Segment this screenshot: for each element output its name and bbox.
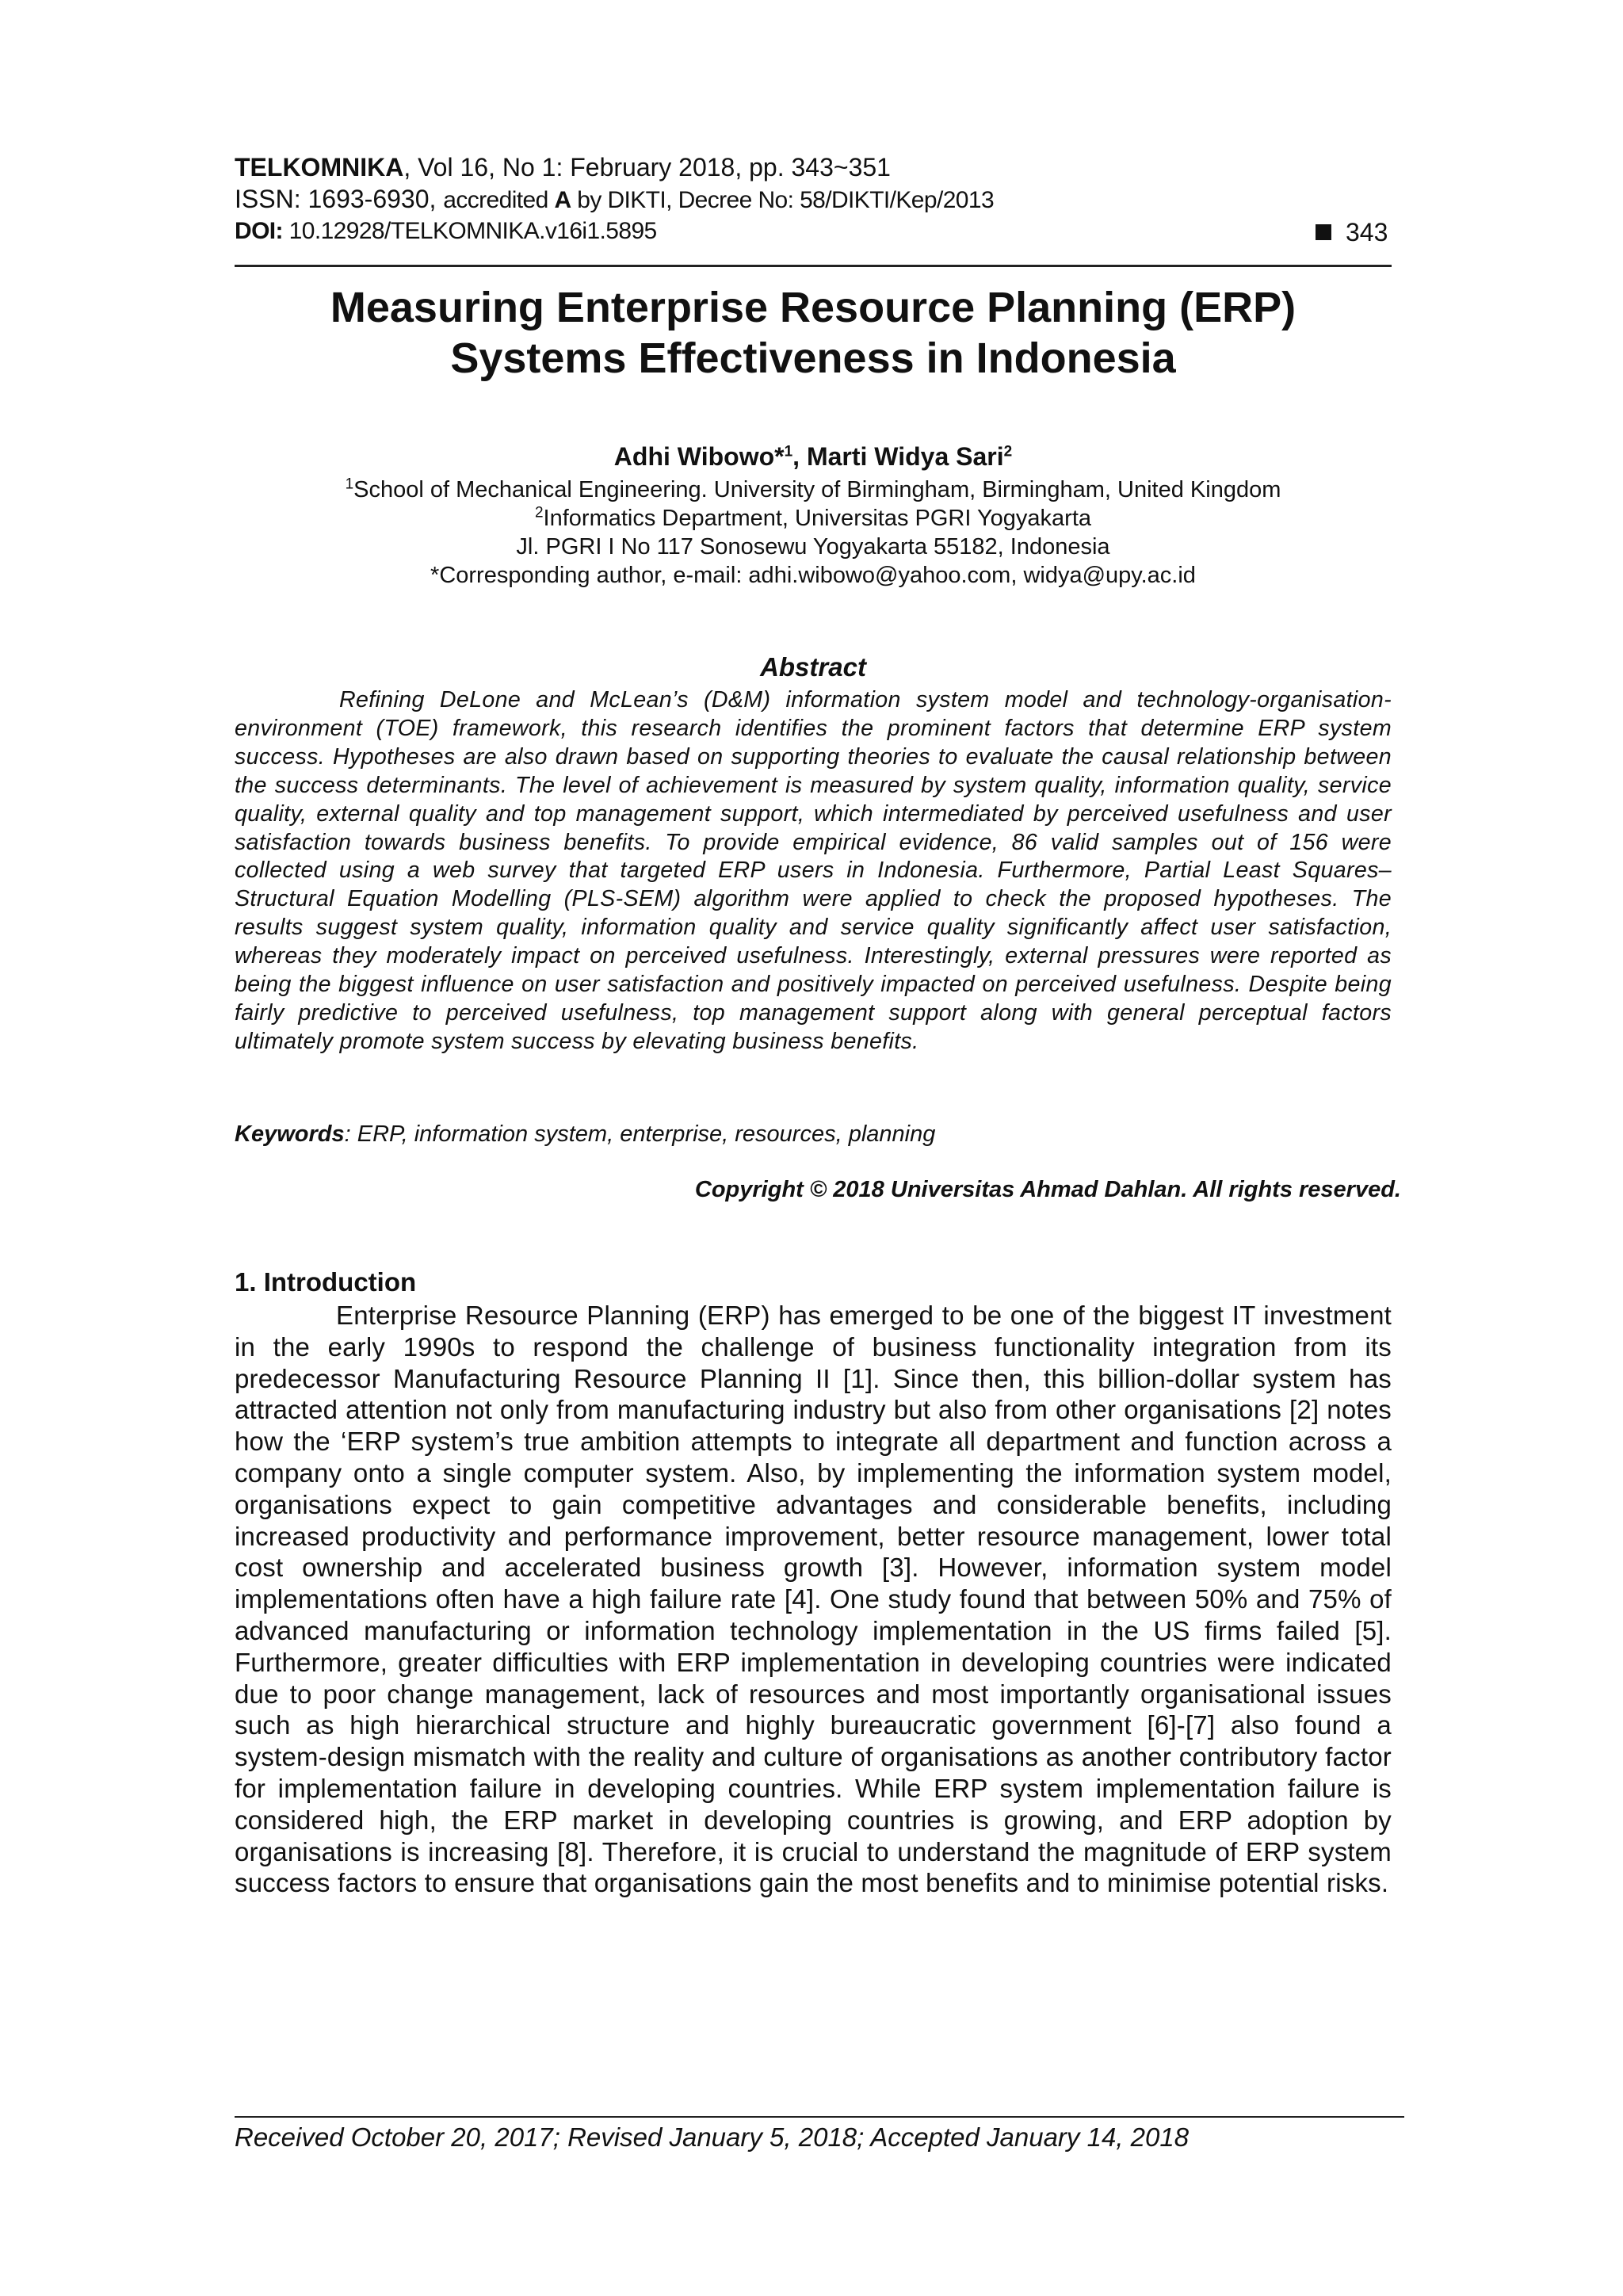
- journal-name: TELKOMNIKA: [235, 153, 404, 181]
- author-2-affiliation: 2: [1003, 443, 1013, 460]
- footer-divider: [235, 2116, 1404, 2118]
- keywords: [235, 1120, 935, 1148]
- doi-line: [235, 216, 657, 246]
- accredited-grade: A: [554, 187, 571, 213]
- author-2: Marti Widya Sari: [806, 442, 1004, 471]
- author-list: [235, 441, 1392, 472]
- journal-header-line: [235, 152, 891, 182]
- affiliation-1-marker: 1: [345, 476, 354, 493]
- affiliation-1: [235, 476, 1392, 504]
- doi-label: DOI:: [235, 218, 283, 244]
- decree-text: by DIKTI, Decree No: 58/DIKTI/Kep/2013: [571, 187, 995, 213]
- keywords-text: : ERP, information system, enterprise, resources, planning: [344, 1121, 936, 1147]
- abstract-heading: Abstract: [760, 652, 866, 682]
- title-line-1: Measuring Enterprise Resource Planning (ERP): [330, 284, 1296, 331]
- author-1-affiliation: 1: [784, 443, 793, 460]
- abstract-text: Refining DeLone and McLean’s (D&M) information system model and technology-organisation-environment (TOE) framework, this research identifies the prominent factors that determine ERP system success. Hypotheses are also drawn based on supporting theories to evaluate the causal relationship between the success determinants. The level of achievement is measured by system quality, information quality, service quality, external quality and top management support, which intermediated by perceived usefulness and user satisfaction towards business benefits. To provide empirical evidence, 86 valid samples out of 156 were collected using a web survey that targeted ERP users in Indonesia. Furthermore, Partial Least Squares–Structural Equation Modelling (PLS-SEM) algorithm were applied to check the proposed hypotheses. The results suggest system quality, information quality and service quality significantly affect user satisfaction, whereas they moderately impact on perceived usefulness. Interestingly, external pressures were reported as being the biggest influence on user satisfaction and positively impacted on perceived usefulness. Despite being fairly predictive to perceived usefulness, top management support along with general perceptual factors ultimately promote system success by elevating business benefits.: [235, 687, 1392, 1054]
- affiliation-2-text: Informatics Department, Universitas PGRI Yogyakarta: [543, 506, 1092, 531]
- affiliation-2: [235, 504, 1392, 533]
- title-line-2: Systems Effectiveness in Indonesia: [450, 334, 1176, 382]
- author-1: Adhi Wibowo*: [613, 442, 785, 471]
- accredited-text: accredited: [443, 187, 555, 213]
- page-number-block: [1316, 217, 1388, 247]
- introduction-paragraph: Enterprise Resource Planning (ERP) has emerged to be one of the biggest IT investment in the early 1990s to respond the challenge of business functionality integration from its predecessor Manufacturing Resource Planning II [1]. Since then, this billion-dollar system has attracted attention not only from manufacturing industry but also from other organisations [2] notes how the ‘ERP system’s true ambition attempts to integrate all department and function across a company onto a single computer system. Also, by implementing the information system model, organisations expect to gain competitive advantages and considerable benefits, including increased productivity and performance improvement, better resource management, lower total cost ownership and accelerated business growth [3]. However, information system model implementations often have a high failure rate [4]. One study found that between 50% and 75% of advanced manufacturing or information technology implementation in the US firms failed [5]. Furthermore, greater difficulties with ERP implementation in developing countries were indicated due to poor change management, lack of resources and most importantly organisational issues such as high hierarchical structure and highly bureaucratic government [6]-[7] also found a system-design mismatch with the reality and culture of organisations as another contributory factor for implementation failure in developing countries. While ERP system implementation failure is considered high, the ERP market in developing countries is growing, and ERP adoption by organisations is increasing [8]. Therefore, it is crucial to understand the magnitude of ERP system success factors to ensure that organisations gain the most benefits and to minimise potential risks.: [235, 1301, 1392, 1898]
- corresponding-author: *Corresponding author, e-mail: adhi.wibowo@yahoo.com, widya@upy.ac.id: [430, 563, 1196, 588]
- keywords-label: Keywords: [235, 1121, 345, 1147]
- section-heading-introduction: 1. Introduction: [235, 1267, 417, 1297]
- affiliation-2-marker: 2: [534, 504, 544, 521]
- author-separator: ,: [792, 442, 807, 471]
- header-divider: [235, 265, 1392, 267]
- received-dates: Received October 20, 2017; Revised January 5, 2018; Accepted January 14, 2018: [235, 2122, 1190, 2152]
- affiliation-1-text: School of Mechanical Engineering. University of Birmingham, Birmingham, United Kingdom: [353, 477, 1281, 502]
- issn: ISSN: 1693-6930,: [235, 185, 444, 213]
- paper-title: [235, 282, 1392, 384]
- affiliations: [235, 476, 1392, 590]
- copyright-notice: Copyright © 2018 Universitas Ahmad Dahlan. All rights reserved.: [694, 1177, 1401, 1202]
- square-bullet-icon: [1316, 224, 1331, 240]
- journal-volume: , Vol 16, No 1: February 2018, pp. 343~351: [403, 153, 891, 181]
- issn-line: [235, 184, 994, 216]
- address: Jl. PGRI I No 117 Sonosewu Yogyakarta 55182, Indonesia: [516, 534, 1110, 560]
- page-number: 343: [1346, 218, 1388, 246]
- doi-value: 10.12928/TELKOMNIKA.v16i1.5895: [282, 218, 657, 244]
